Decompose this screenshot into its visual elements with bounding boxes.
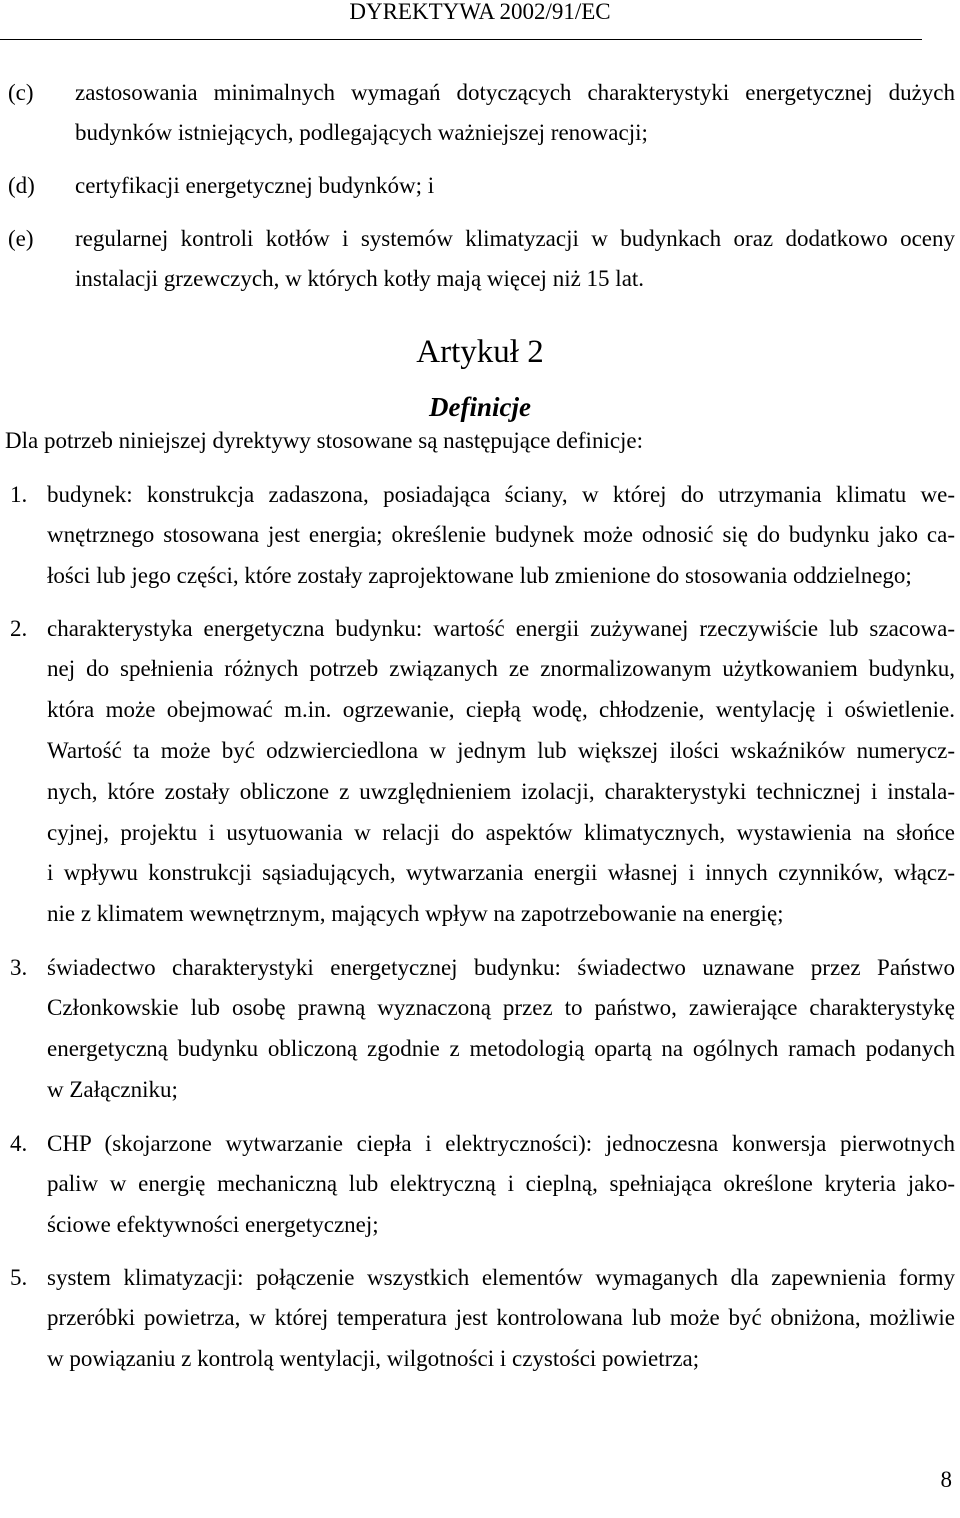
text-line: nie z klimatem wewnętrznym, mających wpływ na zapotrzebowanie na energię; xyxy=(47,901,784,927)
definition-text xyxy=(47,948,955,1111)
text-line: certyfikacji energetycznej budynków; i xyxy=(75,172,435,198)
text-line: CHP (skojarzone wytwarzanie ciepła i elektryczności): jednoczesna konwersja pierwotnych xyxy=(47,1130,955,1156)
text-line: regularnej kontroli kotłów i systemów klimatyzacji w budynkach oraz dodatkowo oceny xyxy=(75,225,955,251)
header-rule xyxy=(0,39,922,40)
text-line: w Załączniku; xyxy=(47,1076,178,1102)
text-line: paliw w energię mechaniczną lub elektryczną i cieplną, spełniająca określone kryteria jako- xyxy=(47,1171,955,1197)
text-line: nych, które zostały obliczone z uwzględnieniem izolacji, charakterystyki technicznej i instala- xyxy=(47,778,955,804)
definition-number: 3. xyxy=(10,954,28,980)
text-line: Wartość ta może być odzwierciedlona w jednym lub większej ilości wskaźników numerycz- xyxy=(47,737,955,763)
definition-text xyxy=(47,1258,955,1380)
list-item-text xyxy=(75,166,955,207)
text-line: budynków istniejących, podlegających ważniejszej renowacji; xyxy=(75,120,648,146)
text-line: budynek: konstrukcja zadaszona, posiadająca ściany, w której do utrzymania klimatu we- xyxy=(47,481,955,507)
text-line: energetyczną budynku obliczoną zgodnie z metodologią opartą na ogólnych ramach podanych xyxy=(47,1036,955,1062)
article-heading: Artykuł 2 xyxy=(416,334,544,370)
text-line: która może obejmować m.in. ogrzewanie, ciepłą wodę, chłodzenie, wentylację i oświetlenie. xyxy=(47,697,955,723)
list-item-label: (c) xyxy=(8,79,34,105)
article-intro: Dla potrzeb niniejszej dyrektywy stosowane są następujące definicje: xyxy=(5,427,644,453)
text-line: instalacji grzewczych, w których kotły mają więcej niż 15 lat. xyxy=(75,266,645,292)
text-line: nej do spełnienia różnych potrzeb związanych ze znormalizowanym użytkowaniem budynku, xyxy=(47,656,955,682)
text-line: i wpływu konstrukcji sąsiadujących, wytwarzania energii własnej i innych czynników, włącz- xyxy=(47,860,955,886)
definition-text xyxy=(47,609,955,935)
article-subheading: Definicje xyxy=(429,392,531,422)
text-line: system klimatyzacji: połączenie wszystkich elementów wymaganych dla zapewnienia formy xyxy=(47,1264,955,1290)
text-line: wnętrznego stosowana jest energia; określenie budynek może odnosić się do budynku jako ca- xyxy=(47,522,955,548)
definition-number: 4. xyxy=(10,1130,28,1156)
definition-number: 1. xyxy=(10,481,28,507)
text-line: zastosowania minimalnych wymagań dotyczących charakterystyki energetycznej dużych xyxy=(75,79,955,105)
text-line: Członkowskie lub osobę prawną wyznaczoną przez to państwo, zawierające charakterystykę xyxy=(47,995,955,1021)
text-line: świadectwo charakterystyki energetycznej budynku: świadectwo uznawane przez Państwo xyxy=(47,954,955,980)
list-item-label: (e) xyxy=(8,225,34,251)
definition-text xyxy=(47,475,955,597)
text-line: w powiązaniu z kontrolą wentylacji, wilgotności i czystości powietrza; xyxy=(47,1346,700,1372)
text-line: cyjnej, projektu i usytuowania w relacji do aspektów klimatycznych, wystawienia na słońce xyxy=(47,819,955,845)
text-line: łości lub jego części, które zostały zaprojektowane lub zmienione do stosowania oddzielnego; xyxy=(47,563,912,589)
running-header: DYREKTYWA 2002/91/EC xyxy=(349,0,611,24)
definition-number: 2. xyxy=(10,615,28,641)
list-item-text xyxy=(75,219,955,301)
text-line: charakterystyka energetyczna budynku: wartość energii zużywanej rzeczywiście lub szacowa- xyxy=(47,615,955,641)
page-number: 8 xyxy=(940,1467,952,1492)
list-item-text xyxy=(75,73,955,155)
definition-number: 5. xyxy=(10,1264,28,1290)
definition-text xyxy=(47,1124,955,1246)
text-line: ściowe efektywności energetycznej; xyxy=(47,1212,379,1238)
list-item-label: (d) xyxy=(8,172,35,198)
text-line: przeróbki powietrza, w której temperatura jest kontrolowana lub może być obniżona, możliwie xyxy=(47,1305,955,1331)
